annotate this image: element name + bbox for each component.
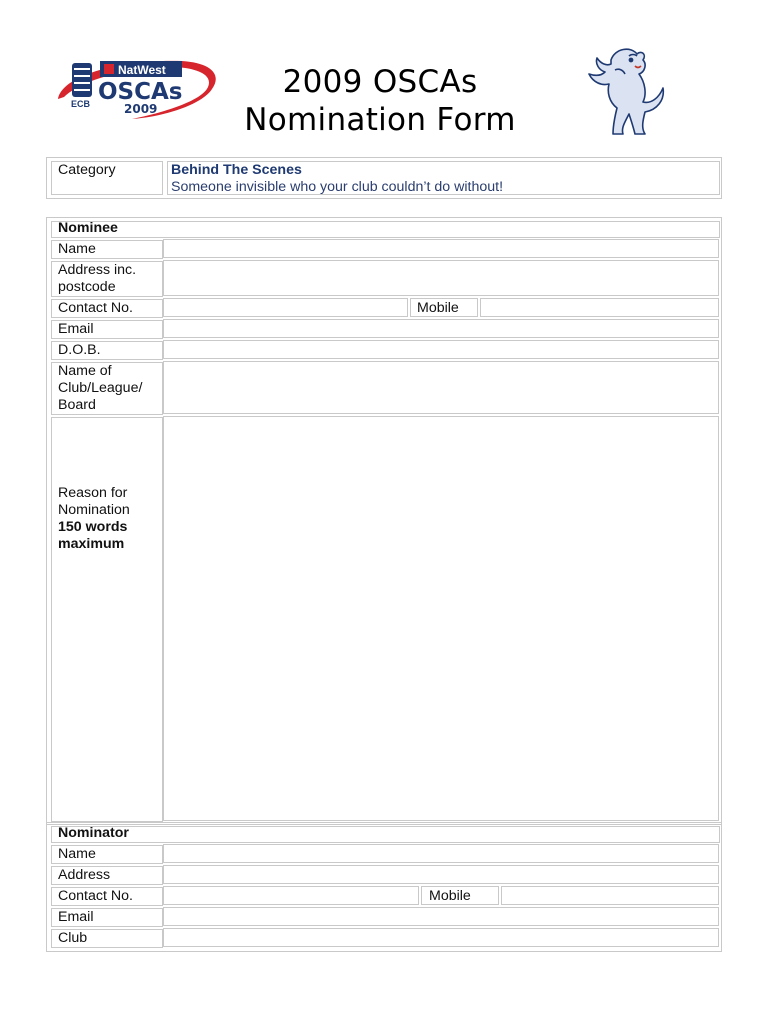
nominator-contact-input[interactable] (163, 886, 419, 905)
nominator-heading: Nominator (58, 825, 129, 841)
nominator-mobile-input[interactable] (501, 886, 719, 905)
lion-rampant-icon (585, 42, 667, 138)
nominee-club-input[interactable] (163, 361, 719, 414)
nominee-reason-textarea[interactable] (163, 416, 719, 821)
svg-text:2009: 2009 (124, 102, 158, 116)
nominee-reason-label-line1: Reason for (58, 485, 128, 501)
nominator-email-input[interactable] (163, 907, 719, 926)
nominee-reason-limit-line1: 150 words (58, 519, 128, 535)
nominee-reason-label-cell (51, 417, 163, 822)
nominee-club-label-line2: Club/League/ (58, 380, 143, 396)
nominee-name-input[interactable] (163, 239, 719, 258)
nominator-email-label: Email (58, 909, 94, 925)
nominee-email-input[interactable] (163, 319, 719, 338)
nominator-name-label: Name (58, 846, 96, 862)
nominator-mobile-label: Mobile (429, 888, 471, 904)
nominee-mobile-label: Mobile (417, 300, 459, 316)
nominee-contact-input[interactable] (163, 298, 408, 317)
nominator-name-input[interactable] (163, 844, 719, 863)
nominee-contact-label: Contact No. (58, 300, 133, 316)
category-label: Category (58, 162, 116, 178)
nominee-address-label-line1: Address inc. (58, 262, 137, 278)
category-name: Behind The Scenes (171, 162, 302, 178)
nominator-club-input[interactable] (163, 928, 719, 947)
svg-text:OSCAs: OSCAs (98, 79, 183, 105)
nominator-address-label: Address (58, 867, 111, 883)
nominee-heading: Nominee (58, 220, 118, 236)
category-description: Someone invisible who your club couldn’t do without! (171, 179, 504, 195)
nominee-heading-cell (51, 221, 720, 238)
nominator-contact-label: Contact No. (58, 888, 133, 904)
form-title: Nomination Form (244, 102, 516, 138)
form-title-year: 2009 OSCAs (282, 64, 478, 100)
nominee-club-label-line1: Name of (58, 363, 112, 379)
nominee-address-input[interactable] (163, 260, 719, 296)
nominee-mobile-input[interactable] (480, 298, 719, 317)
nominee-club-label-line3: Board (58, 397, 96, 413)
nominee-reason-limit-line2: maximum (58, 536, 125, 552)
nominee-reason-label-line2: Nomination (58, 502, 130, 518)
svg-text:ECB: ECB (71, 99, 91, 109)
nominee-dob-input[interactable] (163, 340, 719, 359)
nominator-club-label: Club (58, 930, 88, 946)
nominee-dob-label: D.O.B. (58, 342, 101, 358)
nominator-heading-cell (51, 826, 720, 843)
nominee-address-label-line2: postcode (58, 279, 116, 295)
svg-text:NatWest: NatWest (118, 63, 166, 77)
nominator-address-input[interactable] (163, 865, 719, 884)
nominee-name-label: Name (58, 241, 96, 257)
nominee-email-label: Email (58, 321, 94, 337)
